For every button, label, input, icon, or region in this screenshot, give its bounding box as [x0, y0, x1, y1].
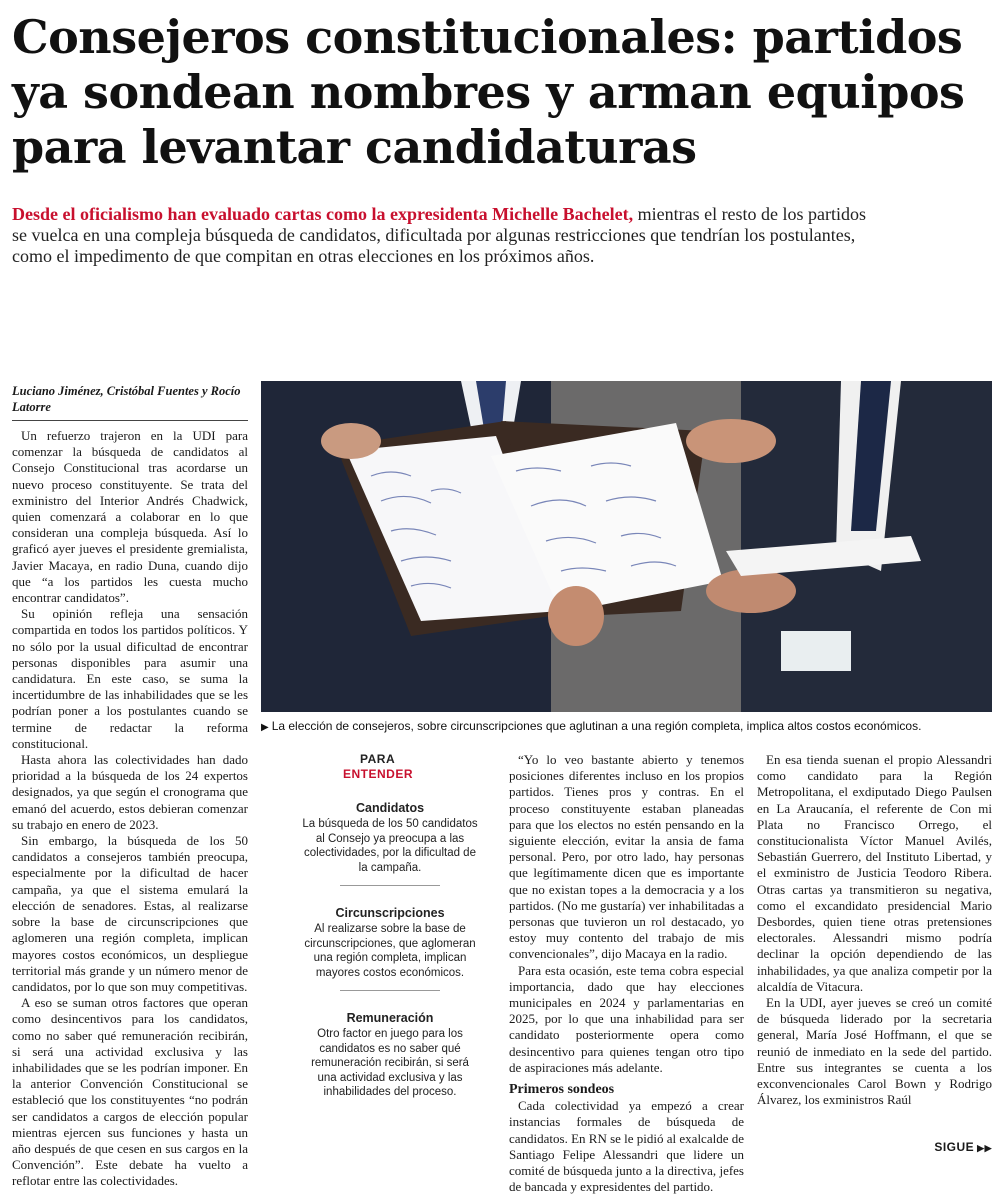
deck-lead: Desde el oficialismo han evaluado cartas como la expresidenta Michelle Bachelet, [12, 204, 634, 224]
paragraph: En esa tienda suenan el propio Alessandri como candidato para la Región Metropolitana, el exdiputado Diego Paulsen en La Araucanía, el referente de Con mi Plata no Francisco Orrego, el constitucionalista Víctor Manuel Avilés, Sebastián Guerrero, del Instituto Libertad, y el exministro de Justicia Teodoro Ribera. Otras cartas ya transmitieron su negativa, como el excandidato presidencial Mario Desbordes, quien tiene otras pretensiones electorales. Alessandri mismo podría declinar la opción dependiendo de las inhabilidades, ya que analiza competir por la alcaldía de Vitacura. [757, 752, 992, 994]
paragraph: Cada colectividad ya empezó a crear instancias formales de búsqueda de candidatos. En RN se le pidió al exalcalde de Santiago Felipe Alessandri que lidere un comité de búsqueda junto a la directiva, jefes de bancada y expresidentes del partido. [509, 1098, 745, 1195]
article-column-1 [12, 428, 248, 1190]
subheading: Primeros sondeos [509, 1082, 615, 1098]
caption-text: La elección de consejeros, sobre circunscripciones que aglutinan a una región completa, implica altos costos económicos. [271, 719, 922, 733]
sidebar-item-title: Candidatos [355, 801, 425, 815]
deck-rest: mientras el resto de los partidos se vuelca en una compleja búsqueda de candidatos, dificultada por algunas restricciones que tendrían los postulantes, como el impedimento de que compitan en otras elecciones en los próximos años. [12, 204, 867, 266]
caption-arrow-icon: ▶ [261, 722, 269, 733]
paragraph: Un refuerzo trajeron en la UDI para comenzar la búsqueda de candidatos al Consejo Constitucional tras acordarse un nuevo proceso constituyente. Se trata del exministro del Interior Andrés Chadwick, quien comenzará a colaborar en lo que consideran una compleja búsqueda. Así lo graficó ayer jueves el presidente gremialista, Javier Macaya, en radio Duna, cuando dijo que “a los partidos les cuesta mucho encontrar candidatos”. [12, 428, 248, 606]
sidebar-item-text: Otro factor en juego para los candidatos es no saber qué remuneración recibirán, si será una actividad exclusiva y las inhabilidades del proceso. [311, 1028, 469, 1098]
article-column-3 [509, 752, 744, 1195]
sidebar-kicker-entender: ENTENDER [343, 766, 414, 781]
divider [340, 885, 440, 886]
photo-illustration [261, 381, 992, 712]
paragraph: En la UDI, ayer jueves se creó un comité de búsqueda liderado por la secretaria general, María José Hoffmann, el que se reunió de inmediato en la sede del partido. Entre sus integrantes se cuenta a los exconvencionales Carol Bown y Rodrigo Álvarez, los exministros Raúl [757, 995, 992, 1108]
sidebar-item-title: Circunscripciones [335, 906, 445, 920]
news-photo [261, 381, 992, 712]
paragraph: Sin embargo, la búsqueda de los 50 candidatos a consejeros también preocupa, especialmente por la dificultad de hacer campaña, ya que el sistema emulará la elección de senadores. Estas, al realizarse sobre la base de circunscripciones que aglomeren una región completa, implican mayores costos económicos, un despliegue territorial más grande y un número menor de candidatos, por lo que son muy competitivas. [12, 833, 248, 994]
paragraph: Su opinión refleja una sensación compartida en todos los partidos políticos. Y no sólo por la usual dificultad de encontrar personas disponibles para asumir una candidatura. En este caso, se suma la incertidumbre de las inhabilidades que se les podrían poner a los postulantes cuando se termine de redactar la reforma constitucional. [12, 606, 248, 751]
deck [12, 204, 872, 267]
continue-marker [934, 1140, 992, 1154]
sidebar-item-title: Remuneración [346, 1011, 434, 1025]
paragraph: Hasta ahora las colectividades han dado prioridad a la búsqueda de los 24 expertos designados, ya que según el cronograma que emanó del acuerdo, estos debieran comenzar su trabajo en enero de 2023. [12, 752, 248, 832]
sidebar-kicker-para: PARA [360, 752, 396, 766]
divider [340, 990, 440, 991]
headline: Consejeros constitucionales: partidos ya sondean nombres y arman equipos para levantar candidaturas [12, 10, 965, 174]
photo-caption [261, 719, 992, 735]
sigue-label: SIGUE [934, 1140, 975, 1154]
paragraph: A eso se suman otros factores que operan como desincentivos para los candidatos, como no saber qué remuneración recibirán, si será una actividad exclusiva y las inhabilidades que se les podrían imponer. En la anterior Convención Constitucional se estableció que los constituyentes “no podrán ser candidatos a cargos de elección popular mientras ejercen sus funciones y hasta un año después de que cesen en sus cargos en la Convención”. Este debate ha vuelto a reflotar entre las colectividades. [12, 995, 248, 1189]
para-entender-box [300, 752, 480, 1100]
double-arrow-icon: ▶▶ [977, 1143, 992, 1153]
paragraph: “Yo lo veo bastante abierto y tenemos posiciones diferentes incluso en los propios partidos. Tienes pros y contras. En el proceso constituyente estaban planeadas para que los electos no estén pensando en la siguiente elección, evitar la ansia de fama personal. Pero, por otro lado, hay personas que legítimamente dicen que es importante que no existan topes a la democracia y a los partidos. (No me gustaría) ver inhabilitadas a personas que tuvieron un rol destacado, yo estoy muy contento del trabajo de mis convencionales”, dijo Macaya en la radio. [509, 752, 745, 962]
sidebar-item-text: La búsqueda de los 50 candidatos al Consejo ya preocupa a las colectividades, por la dificultad de la campaña. [302, 818, 478, 874]
article-column-4 [757, 752, 992, 1108]
paragraph: Para esta ocasión, este tema cobra especial importancia, dado que hay elecciones municipales en 2024 y parlamentarias en 2025, por lo que una inhabilidad para ser candidato posteriormente opera como desincentivo para quienes tengan otro tipo de aspiraciones más adelante. [509, 962, 744, 1075]
byline: Luciano Jiménez, Cristóbal Fuentes y Rocío Latorre [12, 383, 248, 421]
sidebar-item-text: Al realizarse sobre la base de circunscripciones, que aglomeran una región completa, implican mayores costos económicos. [304, 923, 476, 979]
